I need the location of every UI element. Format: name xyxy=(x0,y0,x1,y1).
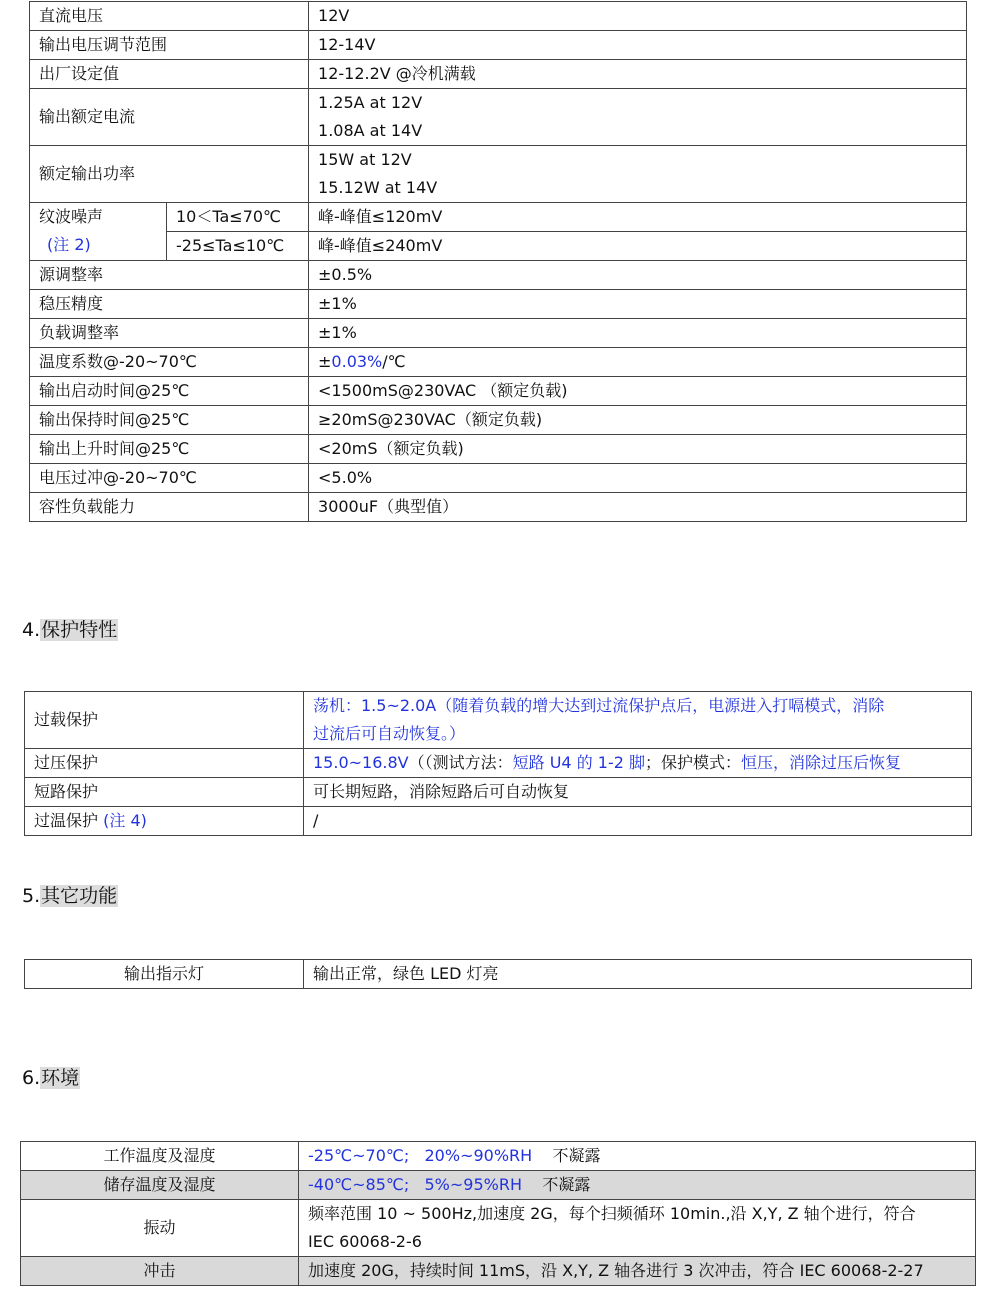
value-segment: （（测试方法： xyxy=(408,753,513,772)
spec-value: 峰-峰值≤240mV xyxy=(309,232,967,261)
spec-label: 输出保持时间@25℃ xyxy=(30,406,309,435)
spec-label: 稳压精度 xyxy=(30,290,309,319)
spec-value: <5.0% xyxy=(309,464,967,493)
spec-value xyxy=(309,146,967,203)
table-row xyxy=(21,1171,976,1200)
temp-range: -25℃~70℃; xyxy=(308,1146,410,1165)
value-line: 荡机：1.5~2.0A（随着负载的增大达到过流保护点后，电源进入打嗝模式，消除 xyxy=(313,696,885,715)
section-heading-protection xyxy=(22,617,118,643)
value-line: 15W at 12V xyxy=(318,150,412,169)
table-row xyxy=(30,60,967,89)
spec-label: 源调整率 xyxy=(30,261,309,290)
spec-label: 短路保护 xyxy=(25,778,304,807)
section-number: 5. xyxy=(22,885,41,907)
other-functions-table xyxy=(24,959,972,989)
table-row xyxy=(30,2,967,31)
value-line: 过流后可自动恢复。） xyxy=(313,724,466,743)
table-row xyxy=(21,1257,976,1286)
table-row xyxy=(30,232,967,261)
value-segment: 短路 U4 的 1-2 脚 xyxy=(512,753,645,772)
spec-label: 输出上升时间@25℃ xyxy=(30,435,309,464)
condition-cell: 10＜Ta≤70℃ xyxy=(167,203,309,232)
spec-label: 冲击 xyxy=(21,1257,299,1286)
spec-value xyxy=(309,348,967,377)
value-suffix: /℃ xyxy=(382,352,406,371)
spec-label: 过压保护 xyxy=(25,749,304,778)
spec-label: 工作温度及湿度 xyxy=(21,1142,299,1171)
table-row xyxy=(30,464,967,493)
condition-note: 不凝露 xyxy=(552,1146,601,1165)
environment-table xyxy=(20,1141,976,1286)
value-segment: 15.0~16.8V xyxy=(313,753,409,772)
spec-label: 输出指示灯 xyxy=(25,960,304,989)
value-segment: 恒压，消除过压后恢复 xyxy=(741,753,902,772)
spec-value: 12-12.2V @冷机满载 xyxy=(309,60,967,89)
spec-value xyxy=(299,1171,976,1200)
table-row xyxy=(30,146,967,203)
section-heading-other-functions xyxy=(22,883,118,909)
value-line: 1.25A at 12V xyxy=(318,93,423,112)
spec-label: 振动 xyxy=(21,1200,299,1257)
spec-label xyxy=(25,807,304,836)
value-line: 1.08A at 14V xyxy=(318,121,423,140)
spec-label: 电压过冲@-20~70℃ xyxy=(30,464,309,493)
table-row xyxy=(30,377,967,406)
table-row xyxy=(25,692,972,749)
spec-label: 额定输出功率 xyxy=(30,146,309,203)
spec-value: <20mS（额定负载) xyxy=(309,435,967,464)
ripple-label: 纹波噪声 xyxy=(39,207,104,226)
table-row xyxy=(25,778,972,807)
spec-value xyxy=(299,1200,976,1257)
section-title: 其它功能 xyxy=(41,885,118,907)
spec-value xyxy=(304,692,972,749)
spec-value: 可长期短路，消除短路后可自动恢复 xyxy=(304,778,972,807)
spec-value xyxy=(309,89,967,146)
note-link[interactable]: (注 4) xyxy=(103,811,147,830)
table-row xyxy=(30,89,967,146)
table-row xyxy=(30,319,967,348)
label-text: 过温保护 xyxy=(34,811,99,830)
spec-label: 温度系数@-20~70℃ xyxy=(30,348,309,377)
spec-value: 峰-峰值≤120mV xyxy=(309,203,967,232)
spec-label xyxy=(30,203,167,261)
table-row xyxy=(21,1200,976,1257)
temp-range: -40℃~85℃; xyxy=(308,1175,410,1194)
spec-value: ±1% xyxy=(309,319,967,348)
spec-label: 出厂设定值 xyxy=(30,60,309,89)
spec-label: 储存温度及湿度 xyxy=(21,1171,299,1200)
spec-label: 容性负载能力 xyxy=(30,493,309,522)
spec-label: 输出电压调节范围 xyxy=(30,31,309,60)
humidity-range: 20%~90%RH xyxy=(424,1146,533,1165)
value-prefix: ± xyxy=(318,352,332,371)
table-row xyxy=(30,290,967,319)
value-highlight: 0.03% xyxy=(331,352,383,371)
value-line: 15.12W at 14V xyxy=(318,178,438,197)
table-row xyxy=(30,31,967,60)
table-row xyxy=(30,406,967,435)
spec-value xyxy=(299,1142,976,1171)
spec-label: 输出启动时间@25℃ xyxy=(30,377,309,406)
condition-note: 不凝露 xyxy=(542,1175,591,1194)
section-number: 4. xyxy=(22,619,41,641)
spec-value: / xyxy=(304,807,972,836)
spec-value: ≥20mS@230VAC（额定负载) xyxy=(309,406,967,435)
spec-label: 负载调整率 xyxy=(30,319,309,348)
table-row xyxy=(30,435,967,464)
spec-label: 直流电压 xyxy=(30,2,309,31)
spec-value: 3000uF（典型值） xyxy=(309,493,967,522)
value-segment: ；保护模式： xyxy=(645,753,742,772)
note-link[interactable]: (注 2) xyxy=(47,235,91,254)
spec-value: 12V xyxy=(309,2,967,31)
value-line: 频率范围 10 ~ 500Hz,加速度 2G，每个扫频循环 10min.,沿 X,Y, Z 轴个进行，符合 xyxy=(308,1204,916,1223)
spec-label: 输出额定电流 xyxy=(30,89,309,146)
output-spec-table xyxy=(29,1,967,522)
table-row xyxy=(30,348,967,377)
humidity-range: 5%~95%RH xyxy=(424,1175,522,1194)
value-line: IEC 60068-2-6 xyxy=(308,1232,422,1251)
spec-value: ±0.5% xyxy=(309,261,967,290)
spec-value: 加速度 20G，持续时间 11mS，沿 X,Y, Z 轴各进行 3 次冲击，符合 IEC 60068-2-27 xyxy=(299,1257,976,1286)
spec-value: 12-14V xyxy=(309,31,967,60)
spec-label: 过载保护 xyxy=(25,692,304,749)
table-row xyxy=(25,749,972,778)
section-heading-environment xyxy=(22,1065,80,1091)
spec-value: ±1% xyxy=(309,290,967,319)
table-row xyxy=(30,261,967,290)
table-row xyxy=(21,1142,976,1171)
spec-value xyxy=(304,749,972,778)
condition-cell: -25≤Ta≤10℃ xyxy=(167,232,309,261)
table-row xyxy=(25,807,972,836)
table-row xyxy=(30,493,967,522)
spec-value: <1500mS@230VAC （额定负载) xyxy=(309,377,967,406)
table-row xyxy=(25,960,972,989)
section-title: 环境 xyxy=(41,1067,80,1089)
table-row xyxy=(30,203,967,232)
protection-table xyxy=(24,691,972,836)
spec-value: 输出正常，绿色 LED 灯亮 xyxy=(304,960,972,989)
section-number: 6. xyxy=(22,1067,41,1089)
section-title: 保护特性 xyxy=(41,619,118,641)
